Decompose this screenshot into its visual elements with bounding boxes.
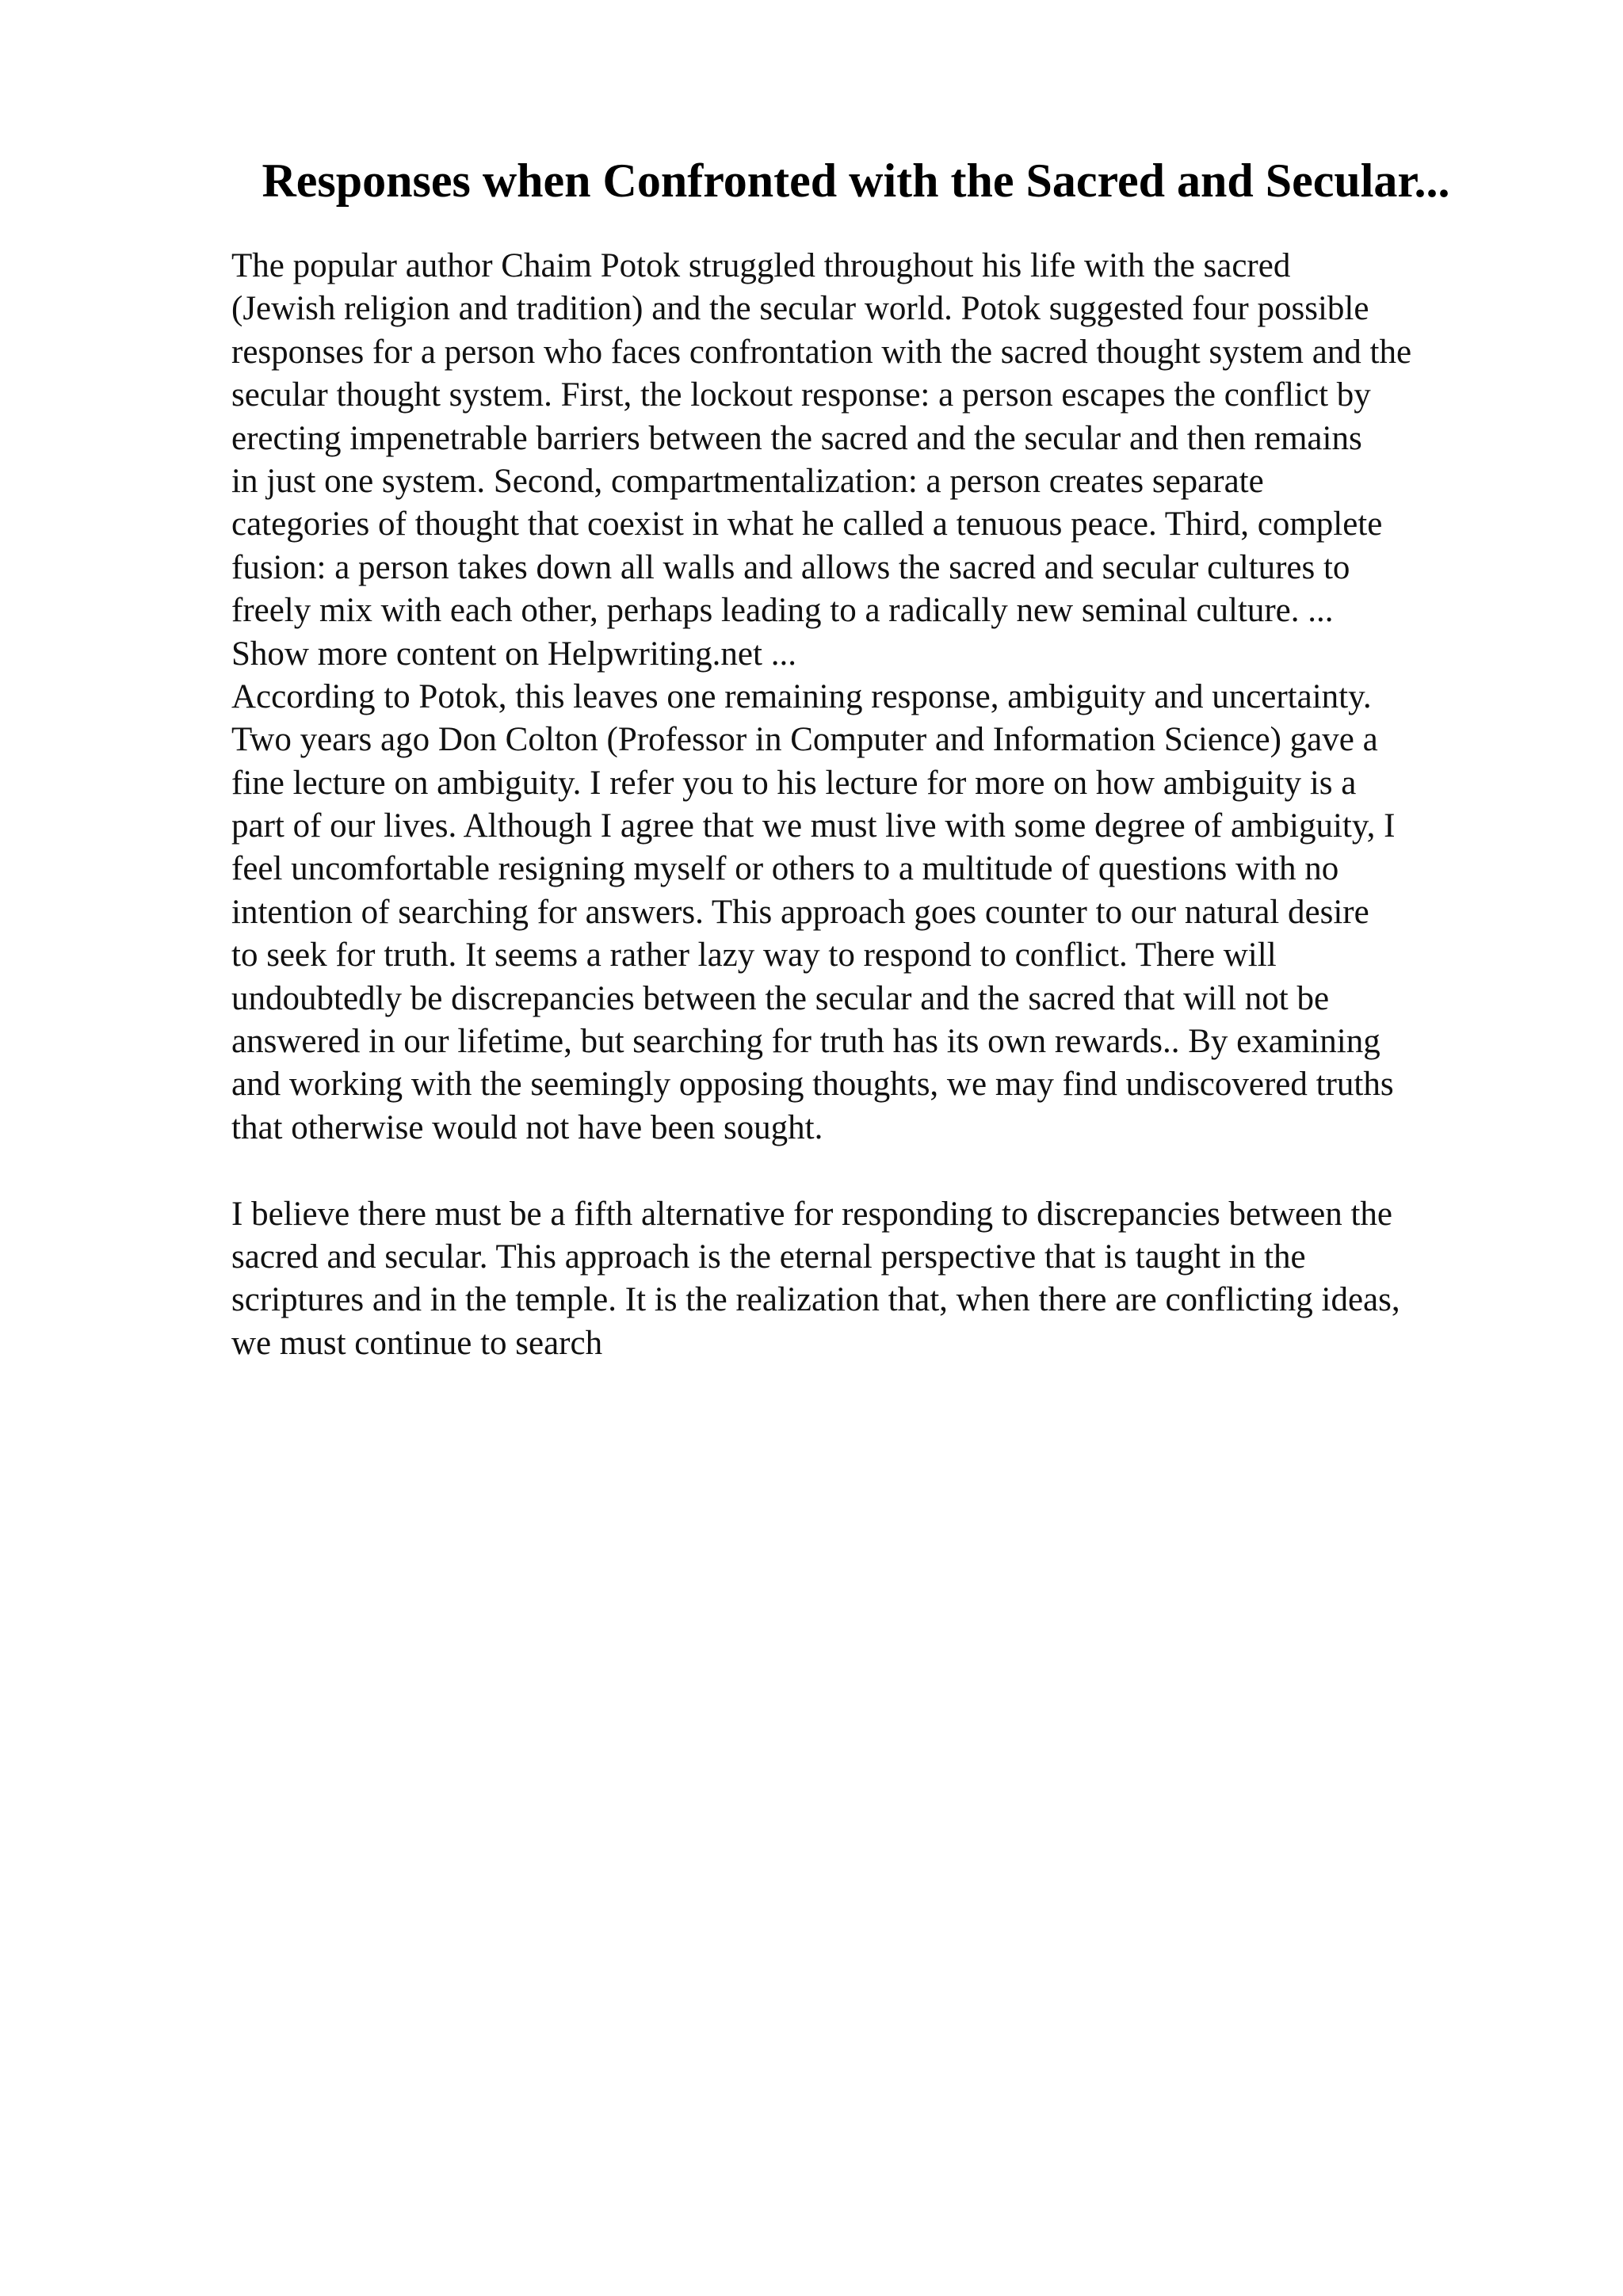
text-line: freely mix with each other, perhaps leading to a radically new seminal culture. ... <box>231 592 1334 630</box>
text-line: According to Potok, this leaves one remaining response, ambiguity and uncertainty. <box>231 677 1372 715</box>
text-line: secular thought system. First, the lockout response: a person escapes the conflict by <box>231 376 1371 414</box>
text-line: The popular author Chaim Potok struggled throughout his life with the sacred <box>231 247 1291 284</box>
text-line: categories of thought that coexist in what he called a tenuous peace. Third, complete <box>231 505 1383 543</box>
text-line: fine lecture on ambiguity. I refer you to his lecture for more on how ambiguity is a <box>231 764 1357 802</box>
text-line: scriptures and in the temple. It is the realization that, when there are conflicting ideas, <box>231 1281 1400 1319</box>
text-line: that otherwise would not have been sought. <box>231 1108 823 1146</box>
show-more-line: Show more content on Helpwriting.net ... <box>231 635 796 673</box>
paragraph-3 <box>231 1193 1623 1366</box>
text-line: part of our lives. Although I agree that we must live with some degree of ambiguity, I <box>231 807 1396 845</box>
text-line: erecting impenetrable barriers between the sacred and the secular and then remains <box>231 419 1362 457</box>
text-line: fusion: a person takes down all walls and allows the sacred and secular cultures to <box>231 548 1350 586</box>
text-line: I believe there must be a fifth alternative for responding to discrepancies between the <box>231 1195 1393 1233</box>
text-line: answered in our lifetime, but searching for truth has its own rewards.. By examining <box>231 1023 1381 1061</box>
text-line: responses for a person who faces confrontation with the sacred thought system and the <box>231 333 1412 371</box>
text-line: sacred and secular. This approach is the eternal perspective that is taught in the <box>231 1238 1306 1276</box>
text-line: undoubtedly be discrepancies between the secular and the sacred that will not be <box>231 979 1330 1017</box>
text-line: feel uncomfortable resigning myself or others to a multitude of questions with no <box>231 850 1339 888</box>
text-line: to seek for truth. It seems a rather lazy way to respond to conflict. There will <box>231 936 1277 974</box>
text-line: in just one system. Second, compartmentalization: a person creates separate <box>231 462 1264 500</box>
paragraph-2 <box>231 676 1623 1150</box>
document-body <box>231 245 1623 1365</box>
text-line: intention of searching for answers. This approach goes counter to our natural desire <box>231 893 1369 931</box>
paragraph-1 <box>231 245 1623 676</box>
text-line: we must continue to search <box>231 1324 603 1362</box>
paragraph-spacer <box>231 1150 1623 1192</box>
text-line: and working with the seemingly opposing thoughts, we may find undiscovered truths <box>231 1066 1394 1104</box>
document-title: Responses when Confronted with the Sacred and Secular... <box>262 154 1450 207</box>
text-line: (Jewish religion and tradition) and the secular world. Potok suggested four possible <box>231 290 1369 328</box>
text-line: Two years ago Don Colton (Professor in Computer and Information Science) gave a <box>231 721 1378 759</box>
